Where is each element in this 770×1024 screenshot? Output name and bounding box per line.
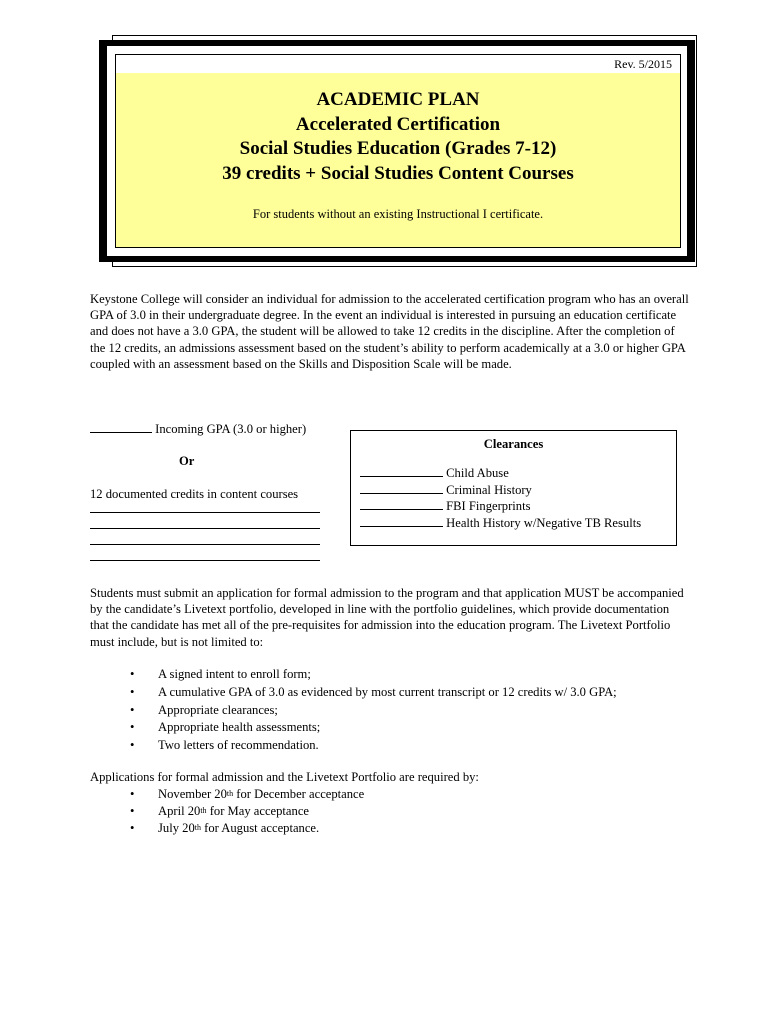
- list-item: [130, 820, 364, 837]
- clearances-title: Clearances: [483, 437, 544, 451]
- page-subtitle: For students without an existing Instructional I certificate.: [252, 207, 544, 221]
- clearance-blank[interactable]: [360, 483, 443, 494]
- deadline-suffix: th: [200, 806, 207, 815]
- list-item: [130, 803, 364, 820]
- deadline-suffix: th: [194, 823, 201, 832]
- title-line-3: Social Studies Education (Grades 7-12): [239, 138, 557, 159]
- title-line-1: ACADEMIC PLAN: [316, 89, 480, 110]
- deadline-text: for May acceptance: [206, 804, 309, 818]
- clearance-row: [360, 499, 530, 514]
- clearance-blank[interactable]: [360, 516, 443, 527]
- clearance-row: [360, 483, 532, 498]
- revision-strip: [116, 55, 680, 73]
- deadlines-intro: Applications for formal admission and the Livetext Portfolio are required by:: [90, 770, 479, 784]
- portfolio-list: [130, 666, 617, 755]
- deadlines-list: [130, 786, 364, 837]
- clearance-label: Criminal History: [446, 483, 532, 497]
- clearance-blank[interactable]: [360, 499, 443, 510]
- title-line-4: 39 credits + Social Studies Content Courses: [222, 162, 574, 184]
- intro-paragraph: Keystone College will consider an individual for admission to the accelerated certification program who has an overall GPA of 3.0 in their undergraduate degree. In the event an individual is interested in pursuing an education certificate and does not have a 3.0 GPA, the student will be allowed to take 12 credits in the discipline. After the completion of the 12 credits, an admissions assessment based on the student’s ability to perform academically at a 3.0 or higher GPA coupled with an assessment based on the Skills and Disposition Scale will be made.: [90, 292, 689, 371]
- gpa-blank[interactable]: [90, 422, 152, 433]
- list-item: • A signed intent to enroll form;: [130, 666, 617, 684]
- credits-blank-1[interactable]: [90, 502, 320, 517]
- list-item: [130, 786, 364, 803]
- clearance-label: Child Abuse: [446, 466, 509, 480]
- deadline-text: for August acceptance.: [200, 821, 320, 835]
- deadline-text: for December acceptance: [233, 787, 365, 801]
- clearances-box: [350, 430, 677, 546]
- credits-label: 12 documented credits in content courses: [90, 487, 299, 501]
- list-item: • Appropriate clearances;: [130, 702, 617, 720]
- header-box: [115, 54, 681, 248]
- credits-blank-4[interactable]: [90, 550, 320, 565]
- clearance-blank[interactable]: [360, 466, 443, 477]
- list-item: • Two letters of recommendation.: [130, 737, 617, 755]
- or-label: Or: [179, 454, 195, 468]
- deadline-suffix: th: [226, 789, 234, 798]
- page-title: [116, 88, 680, 186]
- clearance-label: FBI Fingerprints: [446, 499, 531, 513]
- deadline-date: July 20: [158, 821, 195, 835]
- deadline-date: April 20: [158, 804, 201, 818]
- clearance-row: [360, 466, 509, 481]
- gpa-label: Incoming GPA (3.0 or higher): [155, 422, 307, 436]
- revision-label: Rev. 5/2015: [614, 57, 672, 71]
- clearance-row: [360, 516, 641, 531]
- portfolio-paragraph: Students must submit an application for formal admission to the program and that application MUST be accompanied by the candidate’s Livetext portfolio, developed in line with the portfolio guidelines, which provide documentation that the candidate has met all of the pre-requisites for admission into the education program. The Livetext Portfolio must include, but is not limited to:: [90, 586, 684, 649]
- credits-blank-2[interactable]: [90, 518, 320, 533]
- clearance-label: Health History w/Negative TB Results: [446, 516, 642, 530]
- gpa-requirement: [90, 422, 306, 437]
- deadline-date: November 20: [158, 787, 227, 801]
- list-item: • Appropriate health assessments;: [130, 719, 617, 737]
- list-item: • A cumulative GPA of 3.0 as evidenced by most current transcript or 12 credits w/ 3.0 GPA;: [130, 684, 617, 702]
- title-line-2: Accelerated Certification: [295, 113, 501, 135]
- credits-blank-3[interactable]: [90, 534, 320, 549]
